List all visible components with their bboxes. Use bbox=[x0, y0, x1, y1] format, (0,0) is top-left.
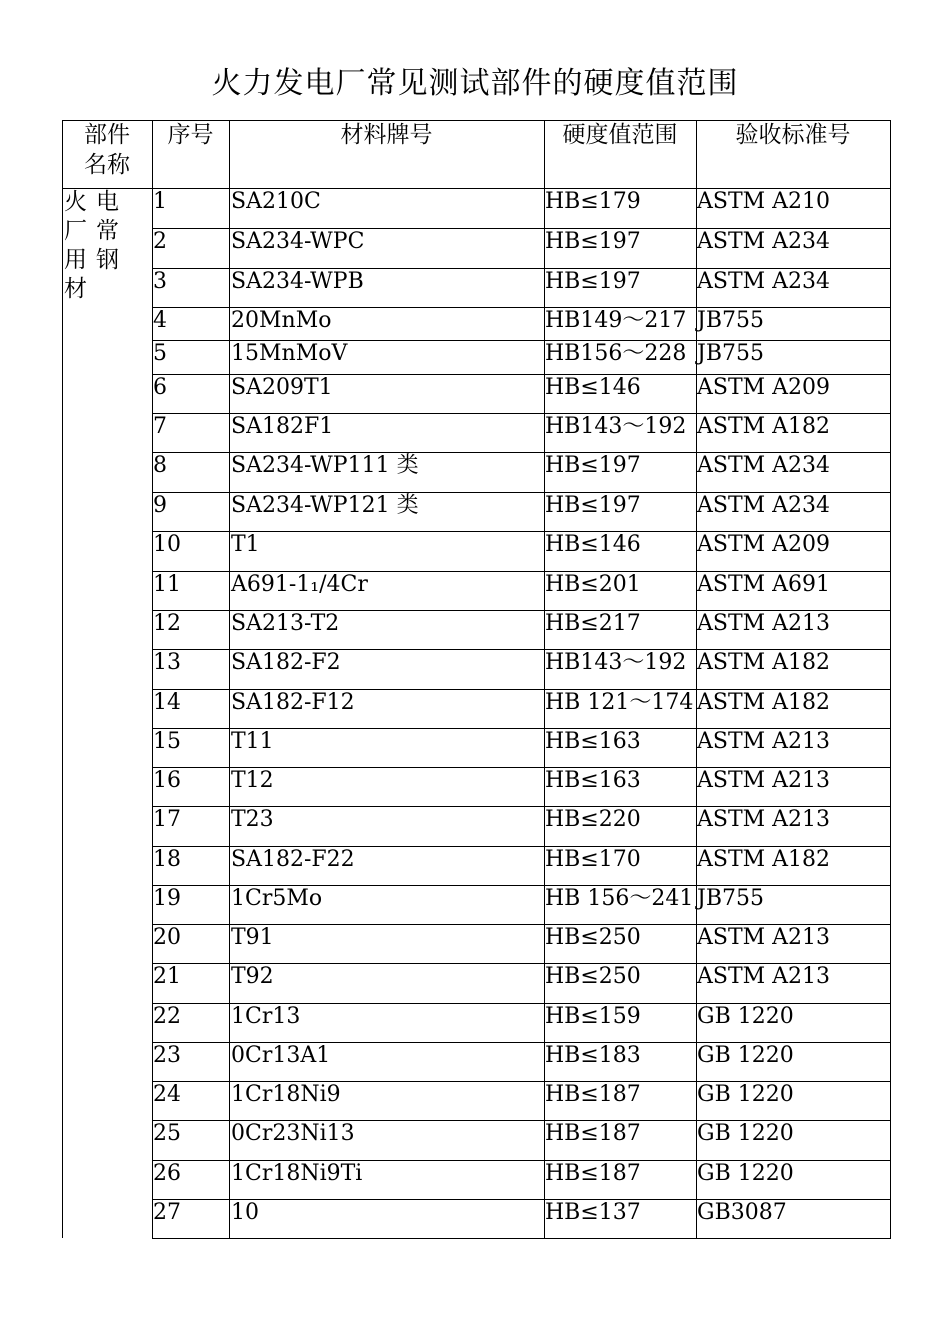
cell-hardness: HB 121～174 bbox=[545, 690, 694, 715]
cell-hardness: HB≤187 bbox=[545, 1161, 641, 1186]
cell-seq: 10 bbox=[153, 532, 181, 557]
cell-material: SA234-WP121 类 bbox=[231, 493, 419, 518]
cell-hardness: HB 156～241 bbox=[545, 886, 694, 911]
cell-standard: ASTM A209 bbox=[697, 532, 831, 557]
cell-hardness: HB156～228 bbox=[545, 341, 687, 366]
cell-hardness: HB≤197 bbox=[545, 229, 641, 254]
row-divider bbox=[152, 924, 891, 925]
cell-seq: 18 bbox=[153, 847, 181, 872]
row-divider bbox=[152, 846, 891, 847]
cell-hardness: HB≤187 bbox=[545, 1121, 641, 1146]
cell-hardness: HB≤201 bbox=[545, 572, 641, 597]
row-divider bbox=[152, 1238, 891, 1239]
cell-seq: 27 bbox=[153, 1200, 181, 1225]
cell-seq: 13 bbox=[153, 650, 181, 675]
cell-standard: JB755 bbox=[697, 341, 764, 366]
cell-hardness: HB≤197 bbox=[545, 269, 641, 294]
table-border-top bbox=[62, 120, 891, 121]
cell-seq: 3 bbox=[153, 269, 167, 294]
row-divider bbox=[152, 689, 891, 690]
cell-material: 0Cr23Ni13 bbox=[231, 1121, 355, 1146]
cell-hardness: HB143～192 bbox=[545, 650, 687, 675]
cell-material: 20MnMo bbox=[231, 308, 332, 333]
cell-seq: 20 bbox=[153, 925, 181, 950]
cell-hardness: HB≤163 bbox=[545, 729, 641, 754]
cell-standard: GB 1220 bbox=[697, 1161, 794, 1186]
cell-standard: GB3087 bbox=[697, 1200, 787, 1225]
cell-material: T1 bbox=[231, 532, 260, 557]
cell-material: T11 bbox=[231, 729, 274, 754]
cell-hardness: HB≤137 bbox=[545, 1200, 641, 1225]
header-part-name: 部件 名称 bbox=[84, 122, 130, 178]
cell-standard: ASTM A182 bbox=[697, 690, 831, 715]
row-divider bbox=[152, 1120, 891, 1121]
column-divider bbox=[229, 120, 230, 1238]
cell-seq: 26 bbox=[153, 1161, 181, 1186]
category-label: 火电厂常用钢材 bbox=[64, 189, 128, 302]
row-divider bbox=[152, 228, 891, 229]
cell-material: T91 bbox=[231, 925, 274, 950]
cell-seq: 11 bbox=[153, 572, 181, 597]
cell-material: SA182-F22 bbox=[231, 847, 355, 872]
row-divider bbox=[152, 767, 891, 768]
header-hardness: 硬度值范围 bbox=[562, 122, 678, 148]
cell-hardness: HB≤197 bbox=[545, 493, 641, 518]
header-seq: 序号 bbox=[167, 122, 214, 148]
cell-standard: ASTM A213 bbox=[697, 925, 831, 950]
cell-seq: 14 bbox=[153, 690, 181, 715]
cell-material: SA234-WP111 类 bbox=[231, 453, 419, 478]
row-divider bbox=[152, 268, 891, 269]
cell-seq: 7 bbox=[153, 414, 167, 439]
cell-hardness: HB≤146 bbox=[545, 532, 641, 557]
row-divider bbox=[152, 340, 891, 341]
cell-hardness: HB≤183 bbox=[545, 1043, 641, 1068]
cell-seq: 25 bbox=[153, 1121, 181, 1146]
cell-hardness: HB143～192 bbox=[545, 414, 687, 439]
cell-material: SA209T1 bbox=[231, 375, 333, 400]
cell-material: A691-1₁/4Cr bbox=[231, 572, 368, 597]
cell-seq: 21 bbox=[153, 964, 181, 989]
row-divider bbox=[152, 963, 891, 964]
cell-seq: 12 bbox=[153, 611, 181, 636]
cell-material: 1Cr18Ni9 bbox=[231, 1082, 341, 1107]
cell-standard: ASTM A182 bbox=[697, 414, 831, 439]
cell-hardness: HB≤250 bbox=[545, 964, 641, 989]
cell-standard: ASTM A691 bbox=[697, 572, 831, 597]
cell-standard: ASTM A213 bbox=[697, 768, 831, 793]
cell-standard: ASTM A182 bbox=[697, 847, 831, 872]
cell-material: SA210C bbox=[231, 189, 321, 214]
cell-standard: JB755 bbox=[697, 308, 764, 333]
row-divider bbox=[152, 610, 891, 611]
cell-hardness: HB≤220 bbox=[545, 807, 641, 832]
cell-hardness: HB≤170 bbox=[545, 847, 641, 872]
cell-standard: ASTM A213 bbox=[697, 611, 831, 636]
row-divider bbox=[152, 374, 891, 375]
cell-standard: JB755 bbox=[697, 886, 764, 911]
cell-seq: 15 bbox=[153, 729, 181, 754]
cell-standard: ASTM A182 bbox=[697, 650, 831, 675]
cell-material: T23 bbox=[231, 807, 274, 832]
cell-material: T12 bbox=[231, 768, 274, 793]
cell-material: 1Cr13 bbox=[231, 1004, 301, 1029]
cell-seq: 9 bbox=[153, 493, 167, 518]
row-divider bbox=[152, 492, 891, 493]
column-divider bbox=[544, 120, 545, 1238]
cell-hardness: HB≤146 bbox=[545, 375, 641, 400]
header-material: 材料牌号 bbox=[340, 122, 433, 148]
cell-hardness: HB≤197 bbox=[545, 453, 641, 478]
cell-material: 10 bbox=[231, 1200, 259, 1225]
cell-seq: 2 bbox=[153, 229, 167, 254]
cell-seq: 19 bbox=[153, 886, 181, 911]
row-divider bbox=[152, 1042, 891, 1043]
row-divider bbox=[152, 307, 891, 308]
cell-material: SA234-WPC bbox=[231, 229, 365, 254]
row-divider bbox=[152, 885, 891, 886]
cell-seq: 22 bbox=[153, 1004, 181, 1029]
cell-material: T92 bbox=[231, 964, 274, 989]
cell-hardness: HB149～217 bbox=[545, 308, 687, 333]
cell-hardness: HB≤163 bbox=[545, 768, 641, 793]
cell-seq: 16 bbox=[153, 768, 181, 793]
cell-seq: 6 bbox=[153, 375, 167, 400]
cell-standard: ASTM A234 bbox=[697, 269, 831, 294]
row-divider bbox=[152, 413, 891, 414]
cell-material: 1Cr18Ni9Ti bbox=[231, 1161, 363, 1186]
cell-standard: ASTM A213 bbox=[697, 964, 831, 989]
cell-hardness: HB≤187 bbox=[545, 1082, 641, 1107]
cell-material: 0Cr13A1 bbox=[231, 1043, 331, 1068]
header-divider bbox=[62, 188, 891, 189]
cell-seq: 23 bbox=[153, 1043, 181, 1068]
row-divider bbox=[152, 1199, 891, 1200]
cell-standard: ASTM A210 bbox=[697, 189, 831, 214]
header-standard: 验收标准号 bbox=[735, 122, 851, 148]
cell-standard: ASTM A234 bbox=[697, 493, 831, 518]
row-divider bbox=[152, 1003, 891, 1004]
row-divider bbox=[152, 1081, 891, 1082]
cell-seq: 8 bbox=[153, 453, 167, 478]
row-divider bbox=[152, 806, 891, 807]
cell-standard: ASTM A234 bbox=[697, 229, 831, 254]
row-divider bbox=[152, 571, 891, 572]
cell-standard: ASTM A213 bbox=[697, 729, 831, 754]
cell-hardness: HB≤159 bbox=[545, 1004, 641, 1029]
row-divider bbox=[152, 531, 891, 532]
cell-material: SA182-F12 bbox=[231, 690, 355, 715]
cell-standard: GB 1220 bbox=[697, 1121, 794, 1146]
cell-material: SA182-F2 bbox=[231, 650, 341, 675]
row-divider bbox=[152, 728, 891, 729]
cell-material: SA182F1 bbox=[231, 414, 334, 439]
cell-standard: GB 1220 bbox=[697, 1004, 794, 1029]
cell-hardness: HB≤250 bbox=[545, 925, 641, 950]
cell-standard: ASTM A213 bbox=[697, 807, 831, 832]
cell-seq: 5 bbox=[153, 341, 167, 366]
cell-seq: 24 bbox=[153, 1082, 181, 1107]
cell-material: SA234-WPB bbox=[231, 269, 364, 294]
cell-standard: GB 1220 bbox=[697, 1082, 794, 1107]
column-divider bbox=[696, 120, 697, 1238]
table-border-left bbox=[62, 120, 63, 1238]
table-border-right bbox=[890, 120, 891, 1238]
cell-material: 15MnMoV bbox=[231, 341, 348, 366]
cell-hardness: HB≤217 bbox=[545, 611, 641, 636]
cell-seq: 4 bbox=[153, 308, 167, 333]
cell-material: 1Cr5Mo bbox=[231, 886, 323, 911]
cell-seq: 17 bbox=[153, 807, 181, 832]
cell-material: SA213-T2 bbox=[231, 611, 340, 636]
cell-standard: ASTM A209 bbox=[697, 375, 831, 400]
column-divider bbox=[152, 120, 153, 1238]
cell-standard: GB 1220 bbox=[697, 1043, 794, 1068]
row-divider bbox=[152, 452, 891, 453]
cell-standard: ASTM A234 bbox=[697, 453, 831, 478]
row-divider bbox=[152, 649, 891, 650]
cell-seq: 1 bbox=[153, 189, 167, 214]
page-title: 火力发电厂常见测试部件的硬度值范围 bbox=[211, 66, 739, 101]
row-divider bbox=[152, 1160, 891, 1161]
cell-hardness: HB≤179 bbox=[545, 189, 641, 214]
